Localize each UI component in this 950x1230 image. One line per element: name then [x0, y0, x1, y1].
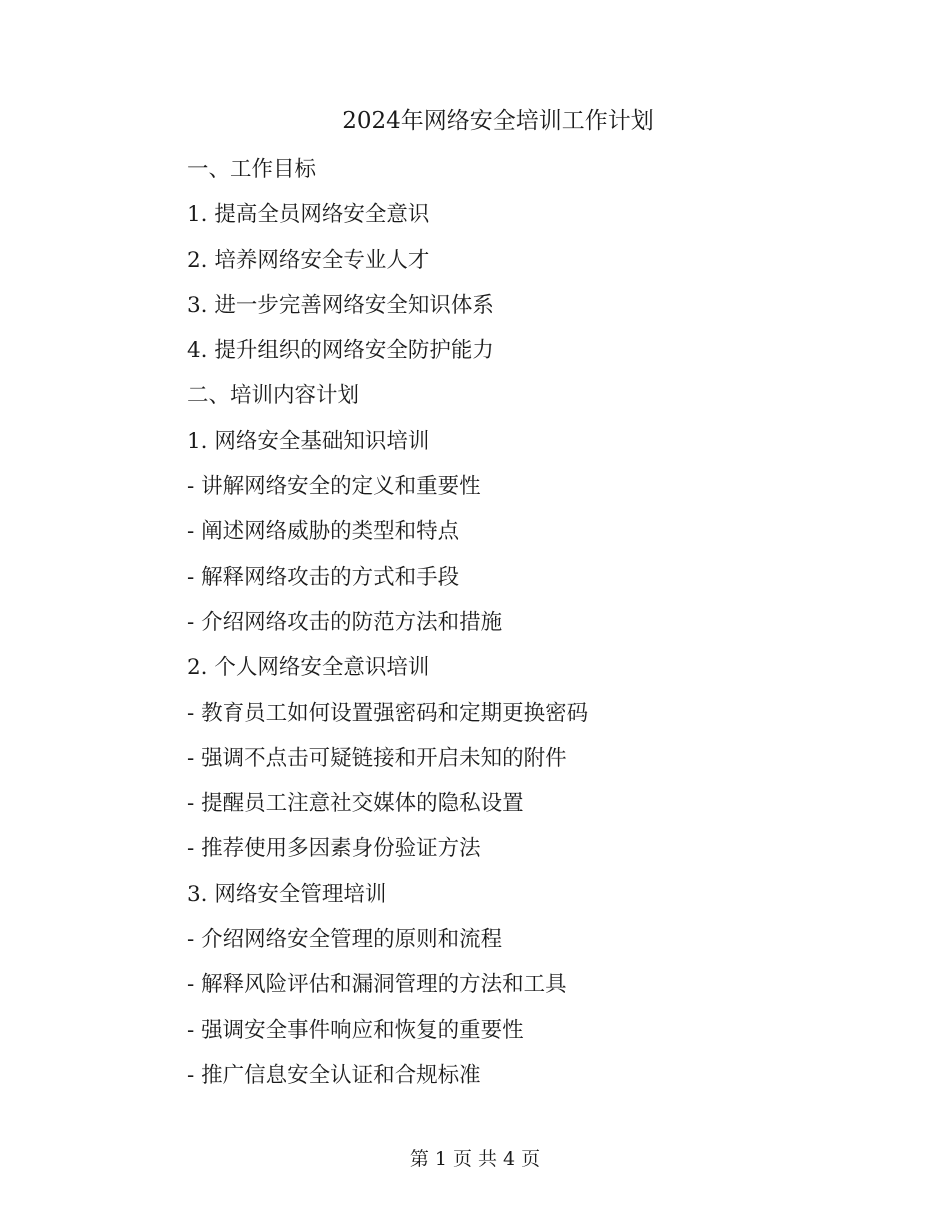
section-heading-content-plan: 二、培训内容计划 [187, 383, 360, 409]
subsection-heading: 2. 个人网络安全意识培训 [187, 655, 430, 681]
list-item: 2. 培养网络安全专业人才 [187, 247, 430, 273]
bullet-item: - 推广信息安全认证和合规标准 [187, 1062, 481, 1088]
subsection-heading: 3. 网络安全管理培训 [187, 881, 387, 907]
bullet-item: - 强调安全事件响应和恢复的重要性 [187, 1017, 524, 1043]
section-heading-goals: 一、工作目标 [187, 157, 317, 182]
bullet-item: - 讲解网络安全的定义和重要性 [187, 474, 481, 500]
list-item: 4. 提升组织的网络安全防护能力 [187, 338, 494, 364]
bullet-item: - 介绍网络安全管理的原则和流程 [187, 927, 503, 953]
bullet-item: - 解释风险评估和漏洞管理的方法和工具 [187, 972, 567, 998]
bullet-item: - 解释网络攻击的方式和手段 [187, 564, 460, 590]
document-body [187, 153, 787, 1104]
page-footer: 第 1 页 共 4 页 [409, 1148, 541, 1170]
bullet-item: - 教育员工如何设置强密码和定期更换密码 [187, 700, 589, 726]
bullet-item: - 阐述网络威胁的类型和特点 [187, 519, 460, 545]
list-item: 3. 进一步完善网络安全知识体系 [187, 292, 494, 318]
subsection-heading: 1. 网络安全基础知识培训 [187, 428, 430, 454]
bullet-item: - 强调不点击可疑链接和开启未知的附件 [187, 745, 567, 771]
bullet-item: - 推荐使用多因素身份验证方法 [187, 836, 481, 862]
bullet-item: - 介绍网络攻击的防范方法和措施 [187, 609, 503, 635]
list-item: 1. 提高全员网络安全意识 [187, 202, 430, 228]
bullet-item: - 提醒员工注意社交媒体的隐私设置 [187, 791, 524, 817]
document-title: 2024年网络安全培训工作计划 [342, 108, 654, 134]
